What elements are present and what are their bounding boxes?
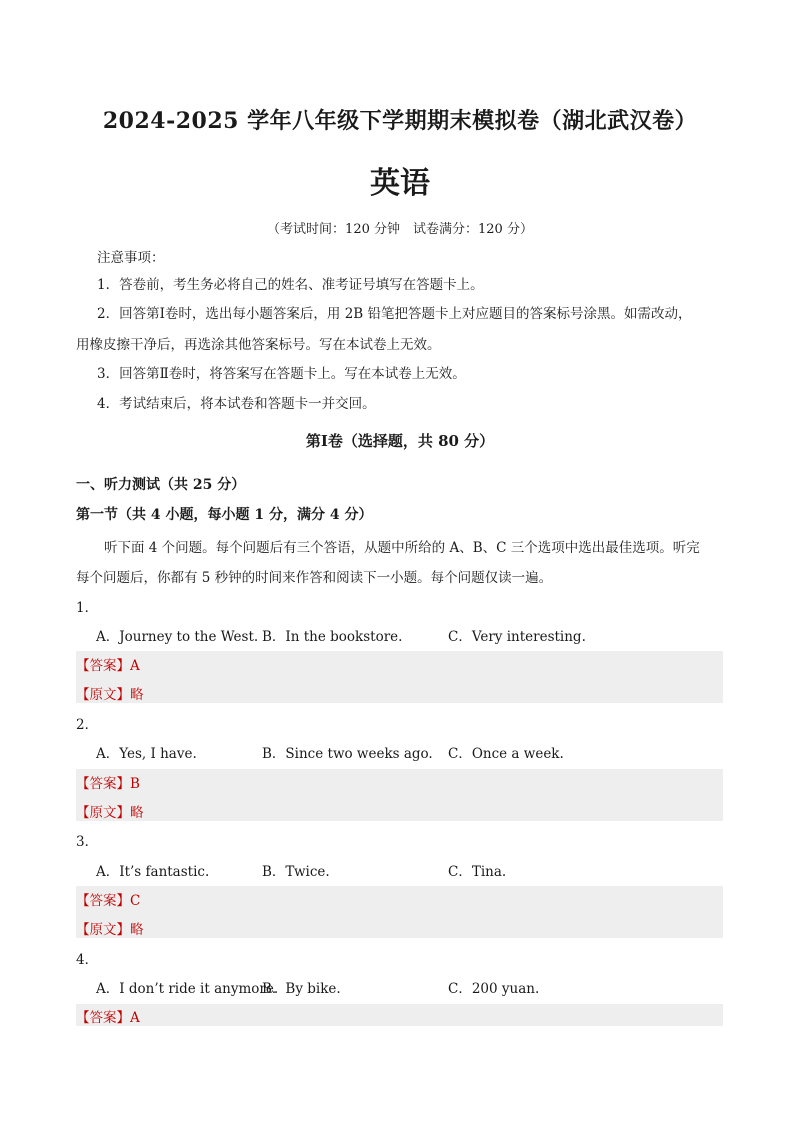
- option-c: C．200 yuan.: [448, 981, 540, 997]
- intro-text: 每个问题后，你都有 5 秒钟的时间来作答和阅读下一小题。每个问题仅读一遍。: [76, 570, 553, 586]
- answer-label: 【答案】A: [76, 658, 140, 674]
- option-a: A．Yes, I have.: [96, 746, 197, 762]
- option-b: B．By bike.: [262, 981, 341, 997]
- option-c: C．Once a week.: [448, 746, 564, 762]
- subpart-title: 第一节（共 4 小题，每小题 1 分，满分 4 分）: [76, 507, 373, 523]
- question-number: 3．: [76, 834, 99, 850]
- exam-info: （考试时间：120 分钟 试卷满分：120 分）: [267, 222, 533, 237]
- note-item: 2．回答第Ⅰ卷时，选出每小题答案后，用 2B 铅笔把答题卡上对应题目的答案标号涂黑。如需改动，: [97, 306, 692, 322]
- option-c: C．Tina.: [448, 864, 507, 880]
- option-a: A．It’s fantastic.: [96, 864, 210, 880]
- section-title: 第Ⅰ卷（选择题，共 80 分）: [305, 432, 495, 450]
- original-text-label: 【原文】略: [76, 922, 144, 938]
- option-a: A．Journey to the West.: [96, 629, 259, 645]
- original-text-label: 【原文】略: [76, 687, 144, 703]
- question-number: 1．: [76, 600, 99, 616]
- option-b: B．Twice.: [262, 864, 330, 880]
- question-number: 2．: [76, 717, 99, 733]
- notes-heading: 注意事项：: [97, 250, 165, 266]
- option-a: A．I don’t ride it anymore.: [96, 981, 279, 997]
- note-item: 1．答卷前，考生务必将自己的姓名、准考证号填写在答题卡上。: [97, 277, 484, 293]
- answer-label: 【答案】B: [76, 776, 140, 792]
- option-b: B．Since two weeks ago.: [262, 746, 433, 762]
- answer-box: [76, 651, 723, 703]
- question-number: 4．: [76, 952, 99, 968]
- note-item: 用橡皮擦干净后，再选涂其他答案标号。写在本试卷上无效。: [76, 337, 441, 353]
- answer-box: [76, 769, 723, 821]
- answer-label: 【答案】C: [76, 893, 141, 909]
- answer-label: 【答案】A: [76, 1010, 140, 1026]
- answer-box: [76, 1004, 723, 1026]
- part-title: 一、听力测试（共 25 分）: [76, 477, 246, 493]
- subject-title: 英语: [370, 166, 430, 201]
- intro-text: 听下面 4 个问题。每个问题后有三个答语，从题中所给的 A、B、C 三个选项中选出最佳选项。听完: [104, 540, 700, 556]
- note-item: 3．回答第Ⅱ卷时，将答案写在答题卡上。写在本试卷上无效。: [97, 366, 466, 382]
- note-item: 4．考试结束后，将本试卷和答题卡一并交回。: [97, 396, 376, 412]
- option-c: C．Very interesting.: [448, 629, 586, 645]
- option-b: B．In the bookstore.: [262, 629, 403, 645]
- original-text-label: 【原文】略: [76, 805, 144, 821]
- answer-box: [76, 886, 723, 938]
- exam-title: 2024-2025 学年八年级下学期期末模拟卷（湖北武汉卷）: [102, 108, 698, 134]
